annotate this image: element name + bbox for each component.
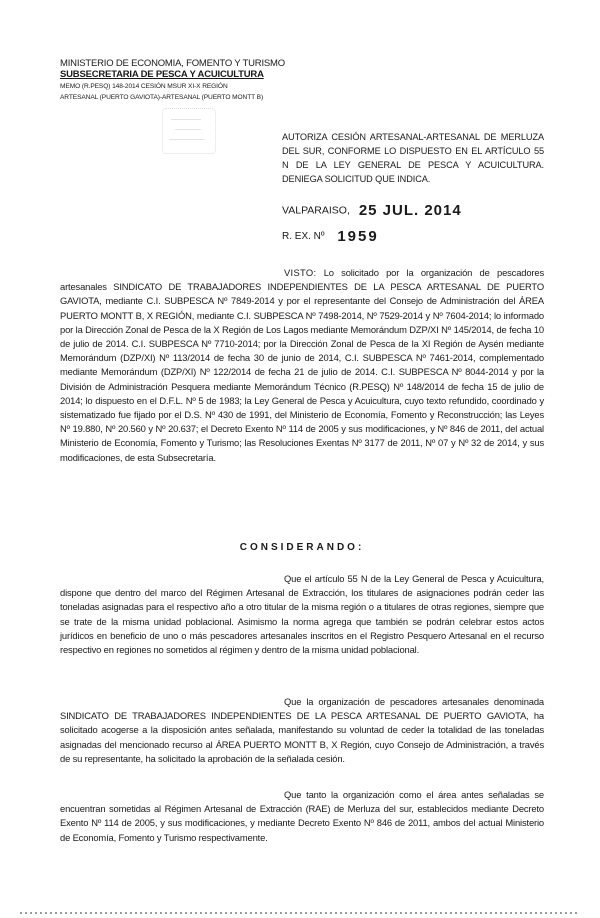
place-and-date (282, 202, 462, 219)
page-bottom-rule (20, 912, 580, 914)
resolution-number-value: 1959 (337, 228, 379, 245)
subsecretaria-name: SUBSECRETARIA DE PESCA Y ACUICULTURA (60, 69, 264, 80)
letterhead (60, 58, 310, 102)
visto-label: VISTO: (284, 267, 317, 278)
visto-text: Lo solicitado por la organización de pescadores artesanales SINDICATO DE TRABAJADORES INDEPENDIENTES DE LA PESCA ARTESANAL DE PUERTO GAVIOTA, mediante C.I. SUBPESCA Nº 7849-2014 y por el representante del Consejo de Administración del ÁREA PUERTO MONTT B, X REGIÓN, mediante C.I. SUBPESCA Nº 7498-2014, Nº 7529-2014 y Nº 7604-2014; lo informado por la Dirección Zonal de Pesca de la X Región de Los Lagos mediante Memorándum DZP/XI Nº 145/2014, de fecha 10 de julio de 2014. C.I. SUBPESCA Nº 7710-2014; por la Dirección Zonal de Pesca de la XI Región de Aysén mediante Memorándum (DZP/XI) Nº 113/2014 de fecha 30 de junio de 2014, C.I. SUBPESCA Nº 7461-2014, complementado mediante Memorándum (DZP/XI) Nº 122/2014 de fecha 21 de julio de 2014. C.I. SUBPESCA Nº 8044-2014 y por la División de Administración Pesquera mediante Memorándum Técnico (R.PESQ) Nº 148/2014 de fecha 15 de julio de 2014; lo dispuesto en el D.F.L. Nº 5 de 1983; la Ley General de Pesca y Acuicultura, cuyo texto refundido, coordinado y sistematizado fue fijado por el D.S. Nº 430 de 1991, del Ministerio de Economía, Fomento y Reconstrucción; las Leyes Nº 19.880, Nº 20.560 y Nº 20.637; el Decreto Exento Nº 114 de 2005 y sus modificaciones, y Nº 846 de 2011, del actual Ministerio de Economía, Fomento y Turismo; las Resoluciones Exentas Nº 3177 de 2011, Nº 07 y Nº 32 de 2014, y sus modificaciones, de esta Subsecretaría. (60, 267, 544, 463)
considerando-text: Que el artículo 55 N de la Ley General de Pesca y Acuicultura, dispone que dentro del marco del Régimen Artesanal de Extracción, los titulares de asignaciones podrán ceder las toneladas asignadas para el respectivo año a otro titular de la misma región o a titulares de otras regiones, siempre que se trate de la misma unidad poblacional. Asimismo la norma agrega que también se podrán celebrar estos actos jurídicos en beneficio de uno o más pescadores artesanales inscritos en el Registro Pesquero Artesanal en el recurso respectivo en regiones no sometidos al régimen y dentro de la misma unidad poblacional. (60, 573, 544, 656)
ministry-name: MINISTERIO DE ECONOMIA, FOMENTO Y TURISMO (60, 58, 285, 69)
considerando-text: Que tanto la organización como el área antes señaladas se encuentran sometidas al Régimen Artesanal de Extracción (RAE) de Merluza del sur, establecidos mediante Decreto Exento Nº 114 de 2005, y sus modificaciones, y mediante Decreto Exento Nº 846 de 2011, ambos del actual Ministerio de Economía, Fomento y Turismo respectivamente. (60, 789, 544, 843)
considerando-text: Que la organización de pescadores artesanales denominada SINDICATO DE TRABAJADORES INDEPENDIENTES DE LA PESCA ARTESANAL DE PUERTO GAVIOTA, ha solicitado acogerse a la disposición antes señalada, manifestando su voluntad de ceder la totalidad de las toneladas asignadas del mencionado recurso al ÁREA PUERTO MONTT B, X Región, cuyo Consejo de Administración, a través de su representante, ha solicitado la aprobación de la señalada cesión. (60, 696, 544, 764)
resolution-label: R. EX. Nº (282, 231, 325, 243)
considerando-heading: CONSIDERANDO: (239, 542, 365, 553)
visto-paragraph (60, 266, 544, 465)
considerando-item (60, 695, 544, 766)
resolution-subject: AUTORIZA CESIÓN ARTESANAL-ARTESANAL DE MERLUZA DEL SUR, CONFORME LO DISPUESTO EN EL ARTÍCULO 55 N DE LA LEY GENERAL DE PESCA Y ACUICULTURA. DENIEGA SOLICITUD QUE INDICA. (282, 132, 544, 184)
resolution-number (282, 228, 379, 245)
faded-stamp-icon (162, 108, 216, 154)
memo-reference-line: MEMO (R.PESQ) 148-2014 CESIÓN MSUR XI-X REGIÓN (60, 83, 228, 90)
considerando-item (60, 788, 544, 845)
date-stamp: 25 JUL. 2014 (358, 202, 462, 219)
memo-reference-line: ARTESANAL (PUERTO GAVIOTA)-ARTESANAL (PUERTO MONTT B) (60, 94, 264, 101)
considerando-item (60, 572, 544, 657)
place-name: VALPARAISO, (282, 204, 350, 217)
